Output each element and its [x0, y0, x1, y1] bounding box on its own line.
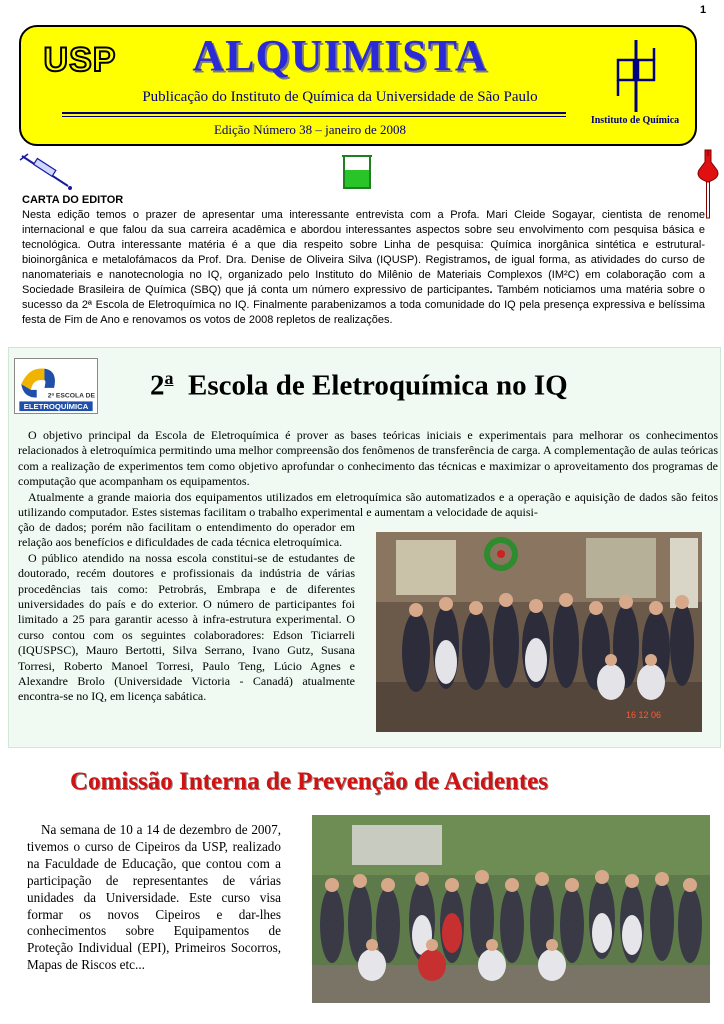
escola-group-photo [376, 532, 702, 732]
photo-date-stamp: 16 12 06 [626, 710, 662, 720]
escola-logo-top: 2ª ESCOLA DE [47, 392, 96, 400]
escola-logo-bottom: ELETROQUÍMICA [23, 402, 89, 412]
newsletter-subtitle: Publicação do Instituto de Química da Universidade de São Paulo [142, 89, 538, 105]
escola-paragraphs-narrow [18, 520, 355, 705]
escola-paragraph-1: O objetivo principal da Escola de Eletroquímica é prover as bases teóricas iniciais e experimentais para melhorar os conhecimentos relacionados à eletroquímica permitindo uma melhor compreensão dos fenômenos de transferência de carga. A complementação de aulas teóricas com a realização de experimentos tem como objetivo aprofundar o conhecimento das técnicas e maximizar o aproveitamento dos programas de computação que acompanham os equipamentos. [18, 428, 718, 489]
usp-logo-text: USP [43, 42, 117, 78]
editor-letter-heading: CARTA DO EDITOR [22, 194, 124, 206]
escola-paragraph-2: Atualmente a grande maioria dos equipamentos utilizados em eletroquímica são automatizados e a operação e aquisição de dados são feitos utilizando computador. Estes sistemas facilitam o trabalho experimental e aumentam a velocidade de aquisi- [18, 489, 718, 520]
edition-line: Edição Número 38 – janeiro de 2008 [213, 122, 407, 137]
escola-logo [14, 358, 98, 414]
pipette-icon [18, 152, 76, 192]
usp-logo [38, 42, 122, 78]
beaker-icon [340, 152, 374, 192]
masthead-rule [62, 112, 566, 114]
iq-logo-icon [608, 36, 666, 116]
newsletter-title: ALQUIMISTA [192, 31, 488, 80]
page-number: 1 [700, 4, 707, 16]
escola-title: 2$^a$ Escola de Eletroquímica no IQ [150, 368, 568, 402]
cipa-text [27, 822, 281, 974]
cipa-paragraph: Na semana de 10 a 14 de dezembro de 2007, tivemos o curso de Cipeiros da USP, realizado na Faculdade de Educação, que contou com a participação de representantes de várias unidades da Universidade. Este curso visa formar os novos Cipeiros e dar-lhes conhecimentos sobre Equipamentos de Proteção Individual (EPI), Primeiros Socorros, Mapas de Riscos etc... [27, 822, 281, 973]
escola-paragraph-2-continued: ção de dados; porém não facilitam o entendimento do operador em relação aos benefícios e dificuldades de cada técnica eletroquímica. [18, 520, 355, 550]
masthead-rule-thin [62, 116, 566, 117]
escola-paragraphs-top [18, 428, 718, 520]
escola-paragraph-3: O público atendido na nossa escola constitui-se de estudantes de doutorado, recém doutores e profissionais da indústria de várias procedências tais como: Petrobrás, Embrapa e de diferentes universidades do país e do exterior. O número de participantes foi limitado a 25 para garantir acesso à infra-estrutura experimental. O curso contou com os seguintes colaboradores: Edson Ticiarreli (IQUSPSC), Mauro Bertotti, Silva Serrano, Ivano Gutz, Susana Torresi, Roberto Manoel Torresi, Paulo Teng, Lúcio Agnes e Alexandre Brolo (Universidade Victoria - Canadá) atualmente encontra-se no IQ, em licença sabática. [18, 550, 355, 704]
editor-letter-text: Nesta edição temos o prazer de apresentar uma interessante entrevista com a Profa. Mari Cleide Sogayar, cientista de renome internacional e que falou da sua carreira acadêmica e abordou interessantes aspectos sobre seu envolvimento com pesquisa básica e tecnológica. Outra interessante matéria é a que dia respeito sobre Linha de pesquisa: Química inorgânica sintética e estrutural-bioinorgânica e metalofámacos da Prof. Dra. Denise de Oliveira Silva (IQUSP). Registramos, de igual forma, as atividades do curso de nanomateriais e nanotecnologia no IQ, organizado pelo Instituto do Milênio de Materiais Complexos (IM²C) em colaboração com a Sociedade Brasileira de Química (SBQ) que já conta um número expressivo de participantes. Também noticiamos uma matéria sobre o sucesso da 2ª Escola de Eletroquímica no IQ. Finalmente parabenizamos a toda comunidade do IQ pela presença expressiva e belíssima festa de Fim de Ano e renovamos os votos de 2008 repletos de realizações. [22, 209, 705, 326]
cipa-group-photo [312, 815, 710, 1003]
iq-label: Instituto de Química [590, 115, 680, 126]
cipa-title: Comissão Interna de Prevenção de Acidentes [70, 768, 548, 795]
